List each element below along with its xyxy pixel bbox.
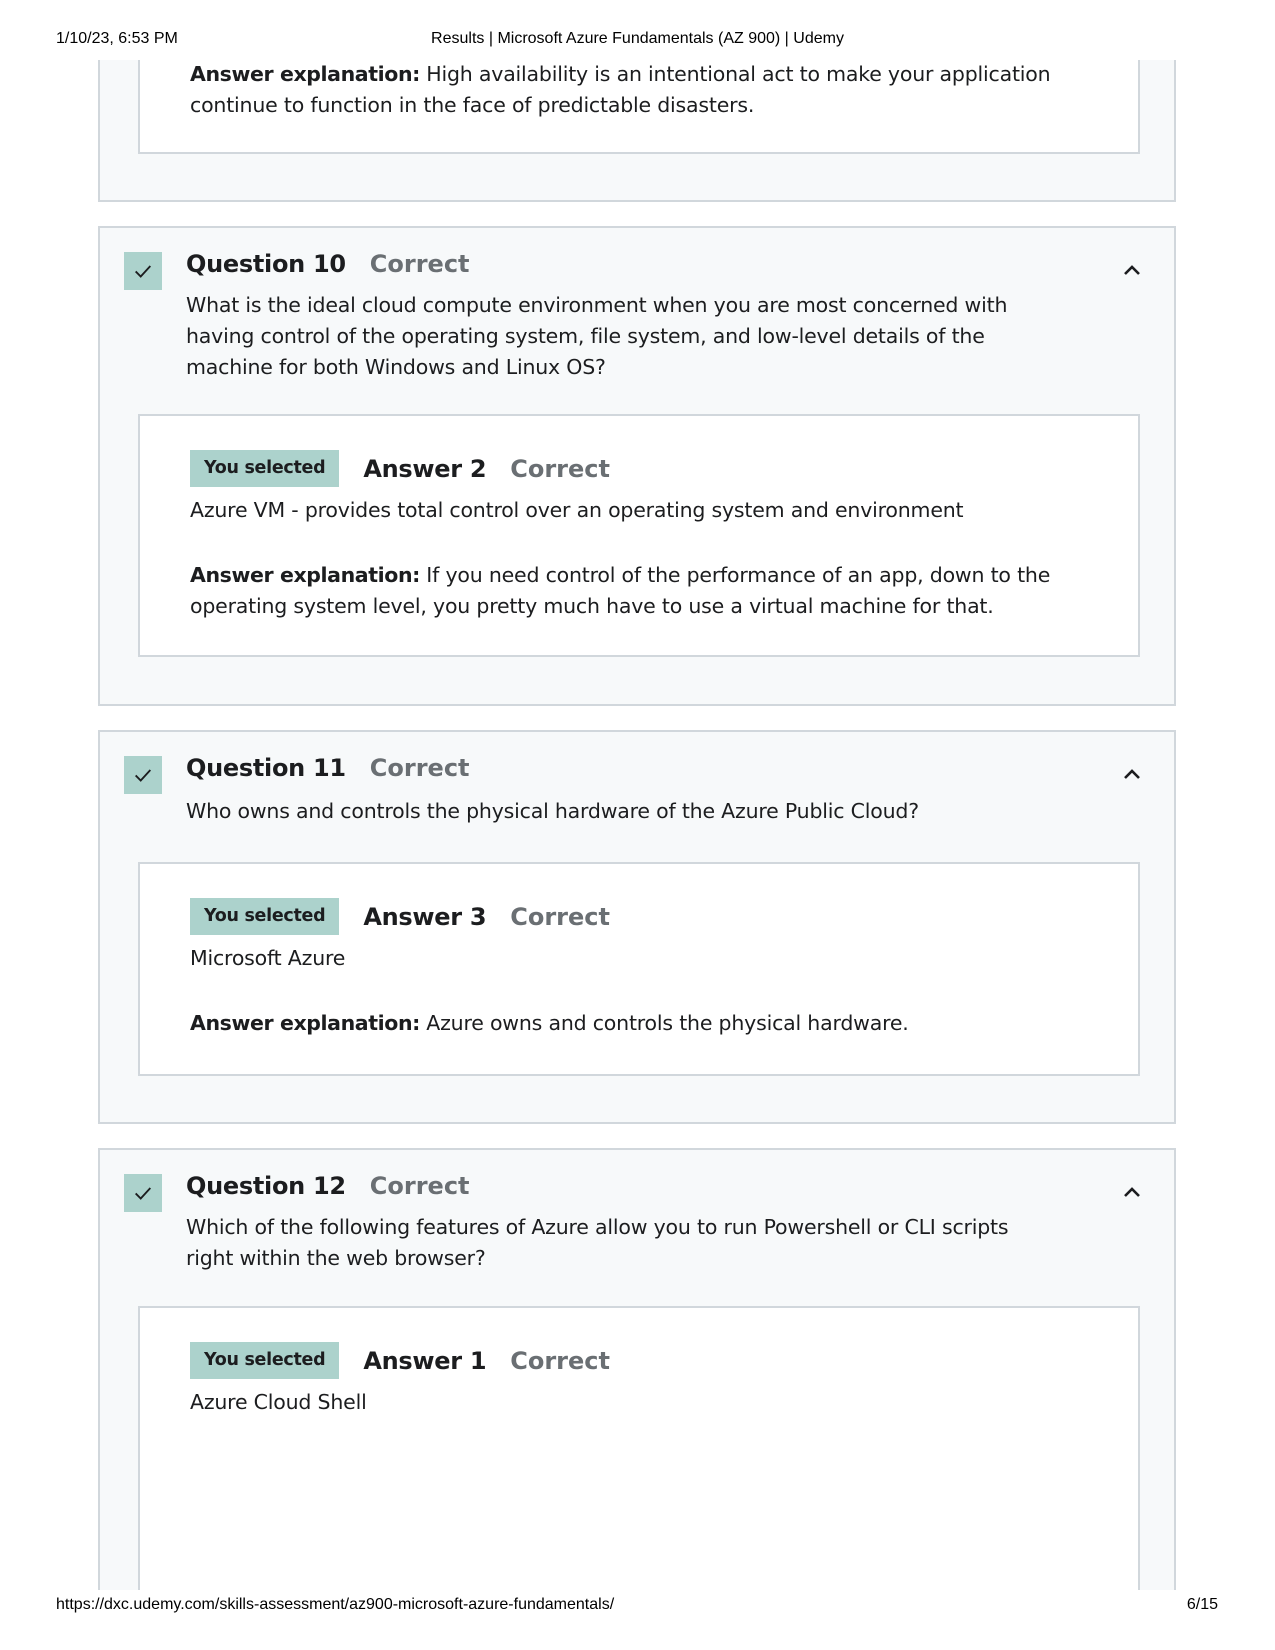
answer-explanation-text: If you need control of the performance of an app, down to the operating system level, you pretty much have to use a virtual machine for that. — [190, 563, 1051, 618]
answer-explanation — [190, 560, 1070, 622]
question-card-11 — [98, 730, 1176, 1124]
answer-explanation-label: Answer explanation: — [190, 1011, 420, 1035]
check-icon — [132, 260, 154, 282]
answer-card — [138, 862, 1140, 1076]
answer-status: Correct — [510, 454, 610, 483]
question-card-12 — [98, 1148, 1176, 1590]
answer-text: Azure VM - provides total control over an operating system and environment — [190, 498, 964, 522]
you-selected-badge: You selected — [190, 1342, 339, 1379]
answer-card-9 — [138, 60, 1140, 154]
question-card-10 — [98, 226, 1176, 706]
question-header — [186, 1172, 470, 1200]
print-footer — [0, 1596, 1275, 1618]
question-text: Which of the following features of Azure allow you to run Powershell or CLI scripts right within the web browser? — [186, 1215, 1009, 1270]
answer-header — [190, 450, 610, 487]
answer-explanation — [190, 60, 1070, 121]
answer-explanation-label: Answer explanation: — [190, 563, 420, 587]
answer-title: Answer 3 — [363, 902, 487, 931]
answer-status: Correct — [510, 902, 610, 931]
question-status: Correct — [369, 1172, 470, 1200]
answer-explanation-text: Azure owns and controls the physical hardware. — [419, 1011, 909, 1035]
question-card-9 — [98, 60, 1176, 202]
check-icon — [132, 764, 154, 786]
print-page-title: Results | Microsoft Azure Fundamentals (AZ 900) | Udemy — [431, 30, 844, 47]
question-header — [186, 754, 470, 782]
check-icon — [132, 1182, 154, 1204]
answer-explanation-text: High availability is an intentional act to make your application continue to function in the face of predictable disasters. — [190, 62, 1051, 117]
print-header — [0, 30, 1275, 52]
answer-card — [138, 414, 1140, 657]
chevron-up-icon[interactable] — [1120, 1180, 1144, 1204]
answer-text: Microsoft Azure — [190, 946, 346, 970]
answer-header — [190, 1342, 610, 1379]
answer-title: Answer 1 — [363, 1346, 487, 1375]
answer-status: Correct — [510, 1346, 610, 1375]
results-viewport — [0, 60, 1275, 1590]
question-title: Question 12 — [186, 1172, 346, 1200]
question-title: Question 11 — [186, 754, 346, 782]
correct-check-badge — [124, 252, 162, 290]
correct-check-badge — [124, 756, 162, 794]
chevron-up-icon[interactable] — [1120, 258, 1144, 282]
print-page-number: 6/15 — [1186, 1596, 1218, 1613]
chevron-up-icon[interactable] — [1120, 762, 1144, 786]
question-title: Question 10 — [186, 250, 346, 278]
question-text: What is the ideal cloud compute environment when you are most concerned with having control of the operating system, file system, and low-level details of the machine for both Windows and Linux OS? — [186, 293, 1008, 379]
you-selected-badge: You selected — [190, 898, 339, 935]
answer-text: Azure Cloud Shell — [190, 1390, 367, 1414]
answer-explanation-label: Answer explanation: — [190, 62, 420, 86]
you-selected-badge: You selected — [190, 450, 339, 487]
answer-header — [190, 898, 610, 935]
print-url: https://dxc.udemy.com/skills-assessment/az900-microsoft-azure-fundamentals/ — [56, 1596, 615, 1613]
answer-explanation — [190, 1008, 1070, 1039]
correct-check-badge — [124, 1174, 162, 1212]
answer-title: Answer 2 — [363, 454, 487, 483]
answer-card — [138, 1306, 1140, 1590]
question-text: Who owns and controls the physical hardware of the Azure Public Cloud? — [186, 799, 919, 823]
question-status: Correct — [369, 754, 470, 782]
question-header — [186, 250, 470, 278]
question-status: Correct — [369, 250, 470, 278]
print-datetime: 1/10/23, 6:53 PM — [56, 30, 178, 47]
